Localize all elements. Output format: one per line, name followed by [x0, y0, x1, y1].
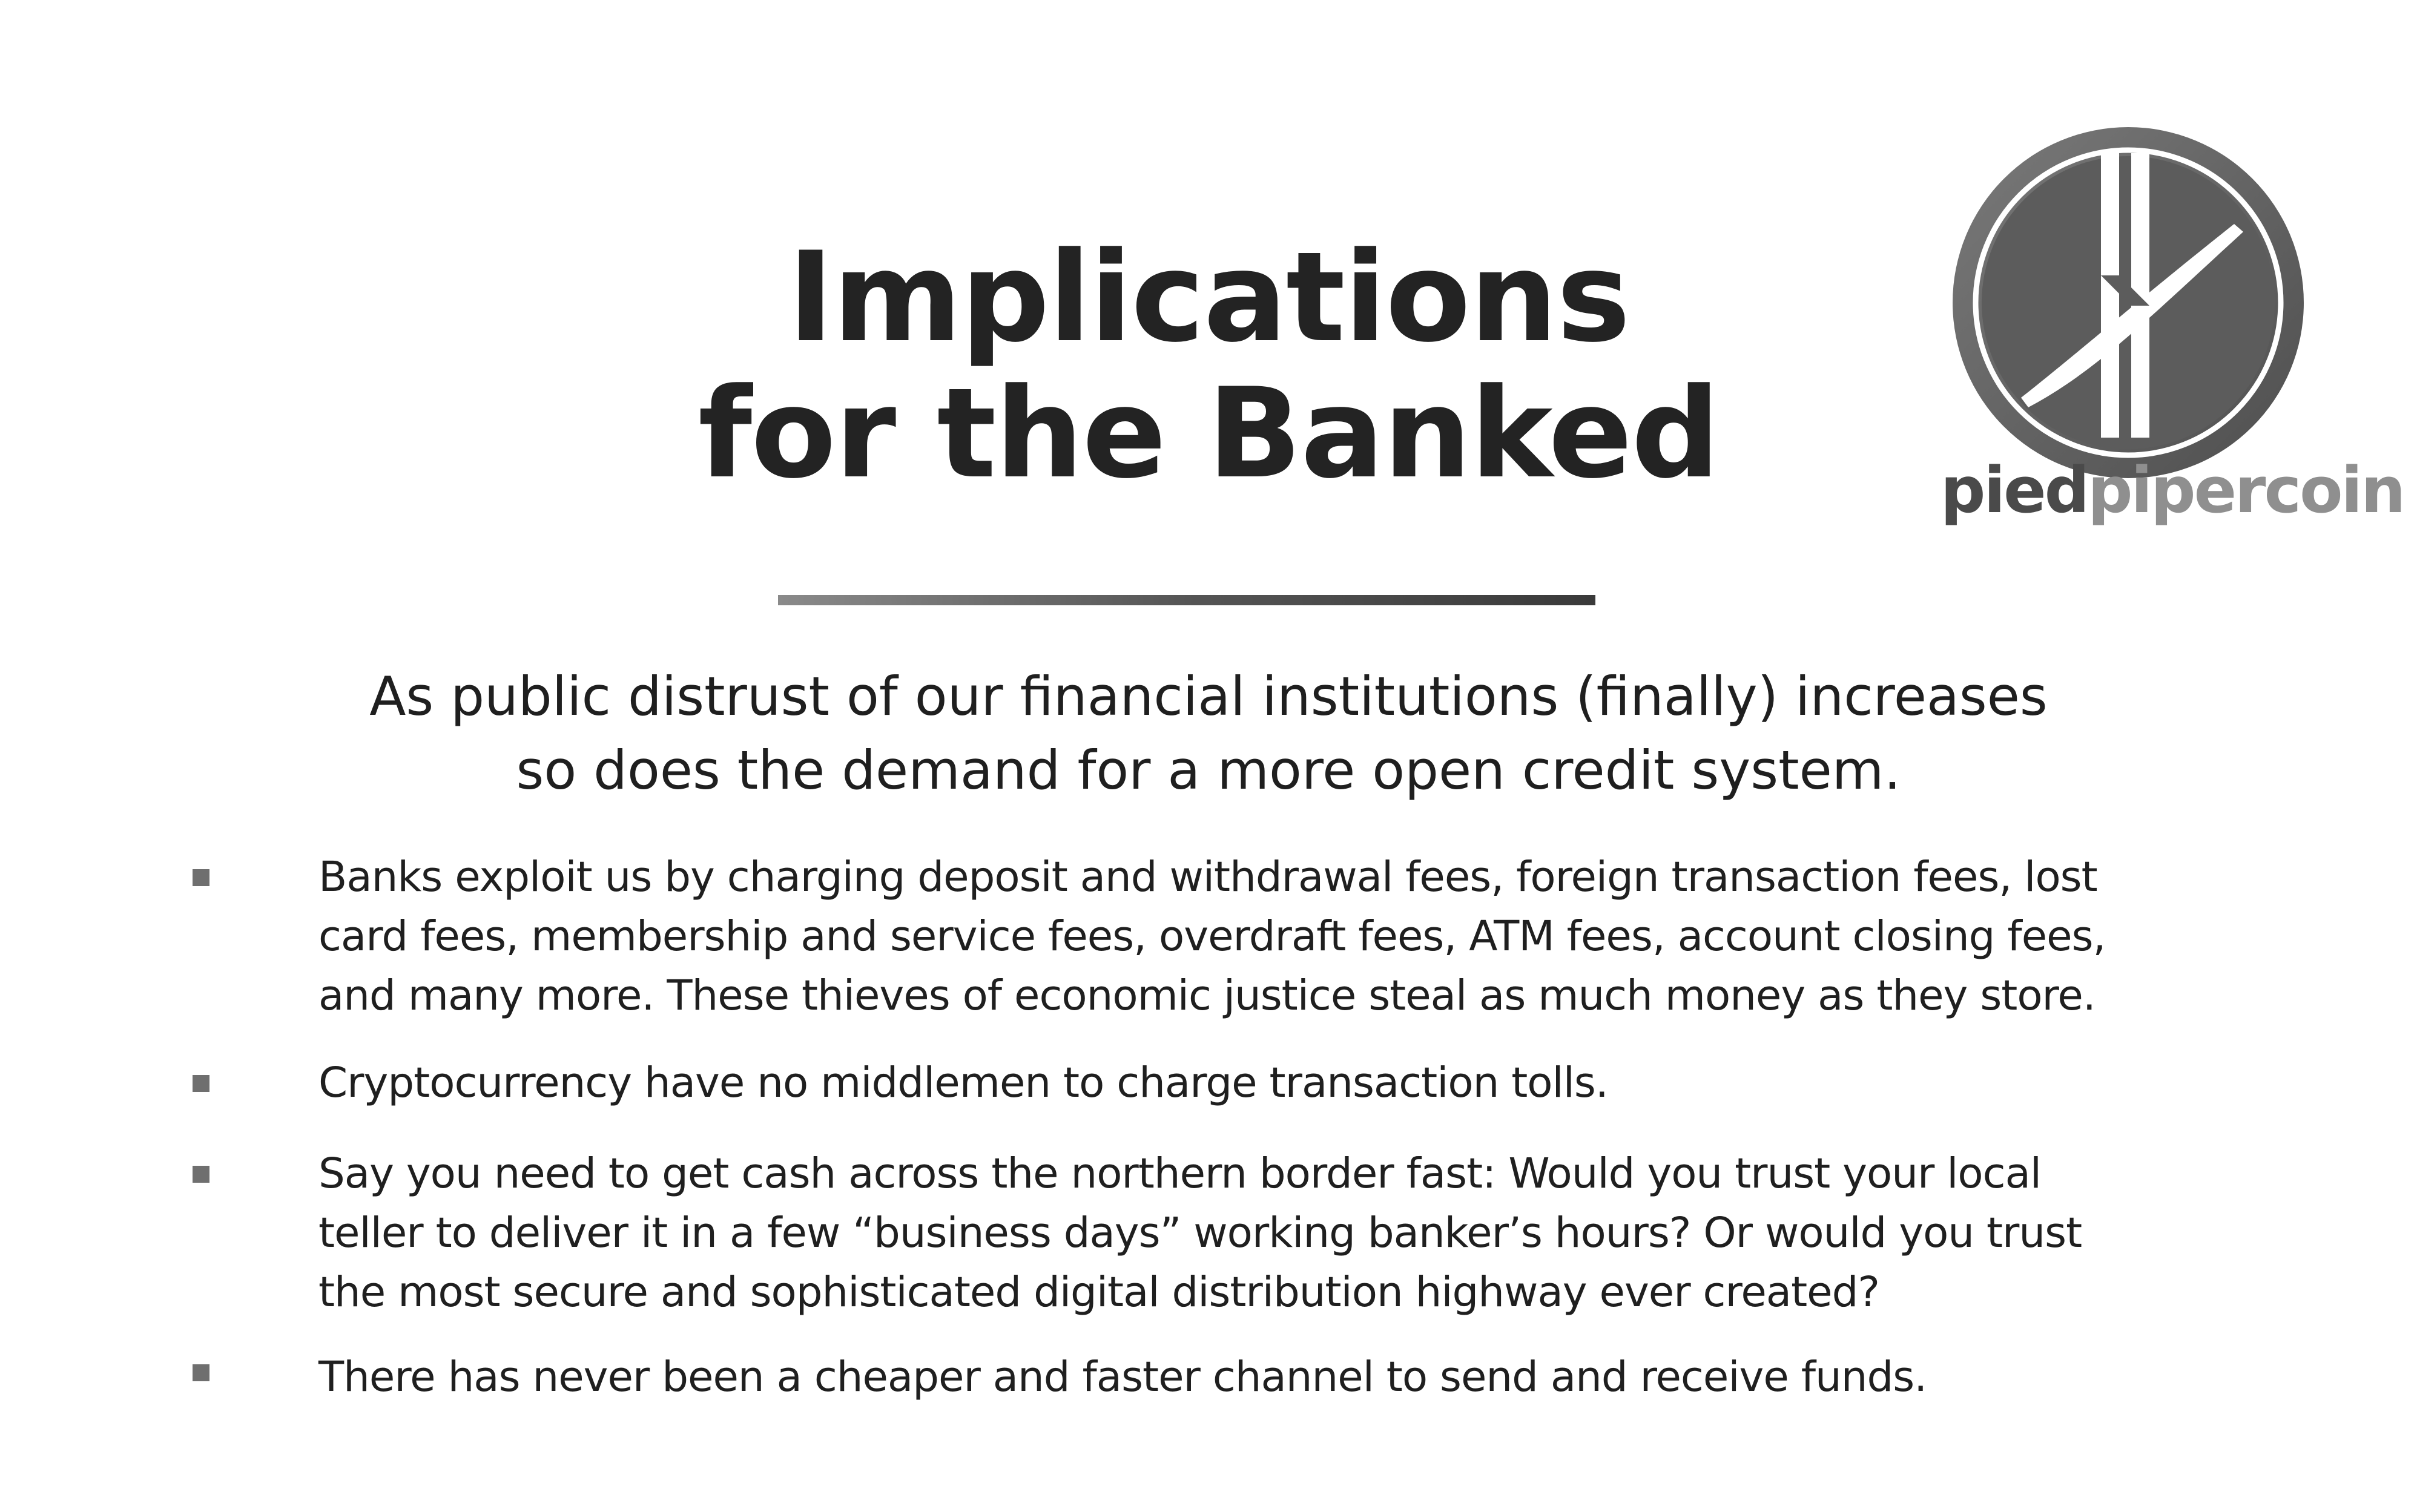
- bullet-text: Cryptocurrency have no middlemen to charge transaction tolls.: [318, 1059, 1608, 1107]
- bullet-text: Banks exploit us by charging deposit and withdrawal fees, foreign transaction fees, lost card fees, membership and service fees, overdraft fees, ATM fees, account closing fees, and many more. These thieves of economic justice steal as much money as they store.: [318, 853, 2106, 1020]
- piedpipercoin-logo: [1941, 124, 2404, 536]
- logo-word-pied: pied: [1941, 453, 2088, 527]
- bullet-square-icon: [193, 1364, 209, 1381]
- bullet-square-icon: [193, 1075, 209, 1092]
- bullet-square-icon: [193, 1166, 209, 1183]
- piedpipercoin-logo-icon: [1950, 124, 2307, 481]
- title-line-1: Implications: [787, 226, 1630, 370]
- bullet-text: There has never been a cheaper and faster channel to send and receive funds.: [318, 1353, 1927, 1401]
- title-divider: [778, 595, 1595, 605]
- subtitle-line-1: As public distrust of our financial institutions (finally) increases: [369, 665, 2048, 728]
- subtitle-line-2: so does the demand for a more open credit system.: [516, 739, 1901, 801]
- bullet-square-icon: [193, 869, 209, 886]
- title-line-2: for the Banked: [698, 362, 1719, 506]
- logo-wordmark: [1941, 451, 2404, 530]
- logo-word-pipercoin: pipercoin: [2088, 453, 2404, 527]
- bullet-text: Say you need to get cash across the northern border fast: Would you trust your local teller to deliver it in a few “business days” working banker’s hours? Or would you trust the most secure and sophisticated digital distribution highway ever created?: [318, 1149, 2082, 1316]
- slide-subtitle: [0, 660, 2417, 807]
